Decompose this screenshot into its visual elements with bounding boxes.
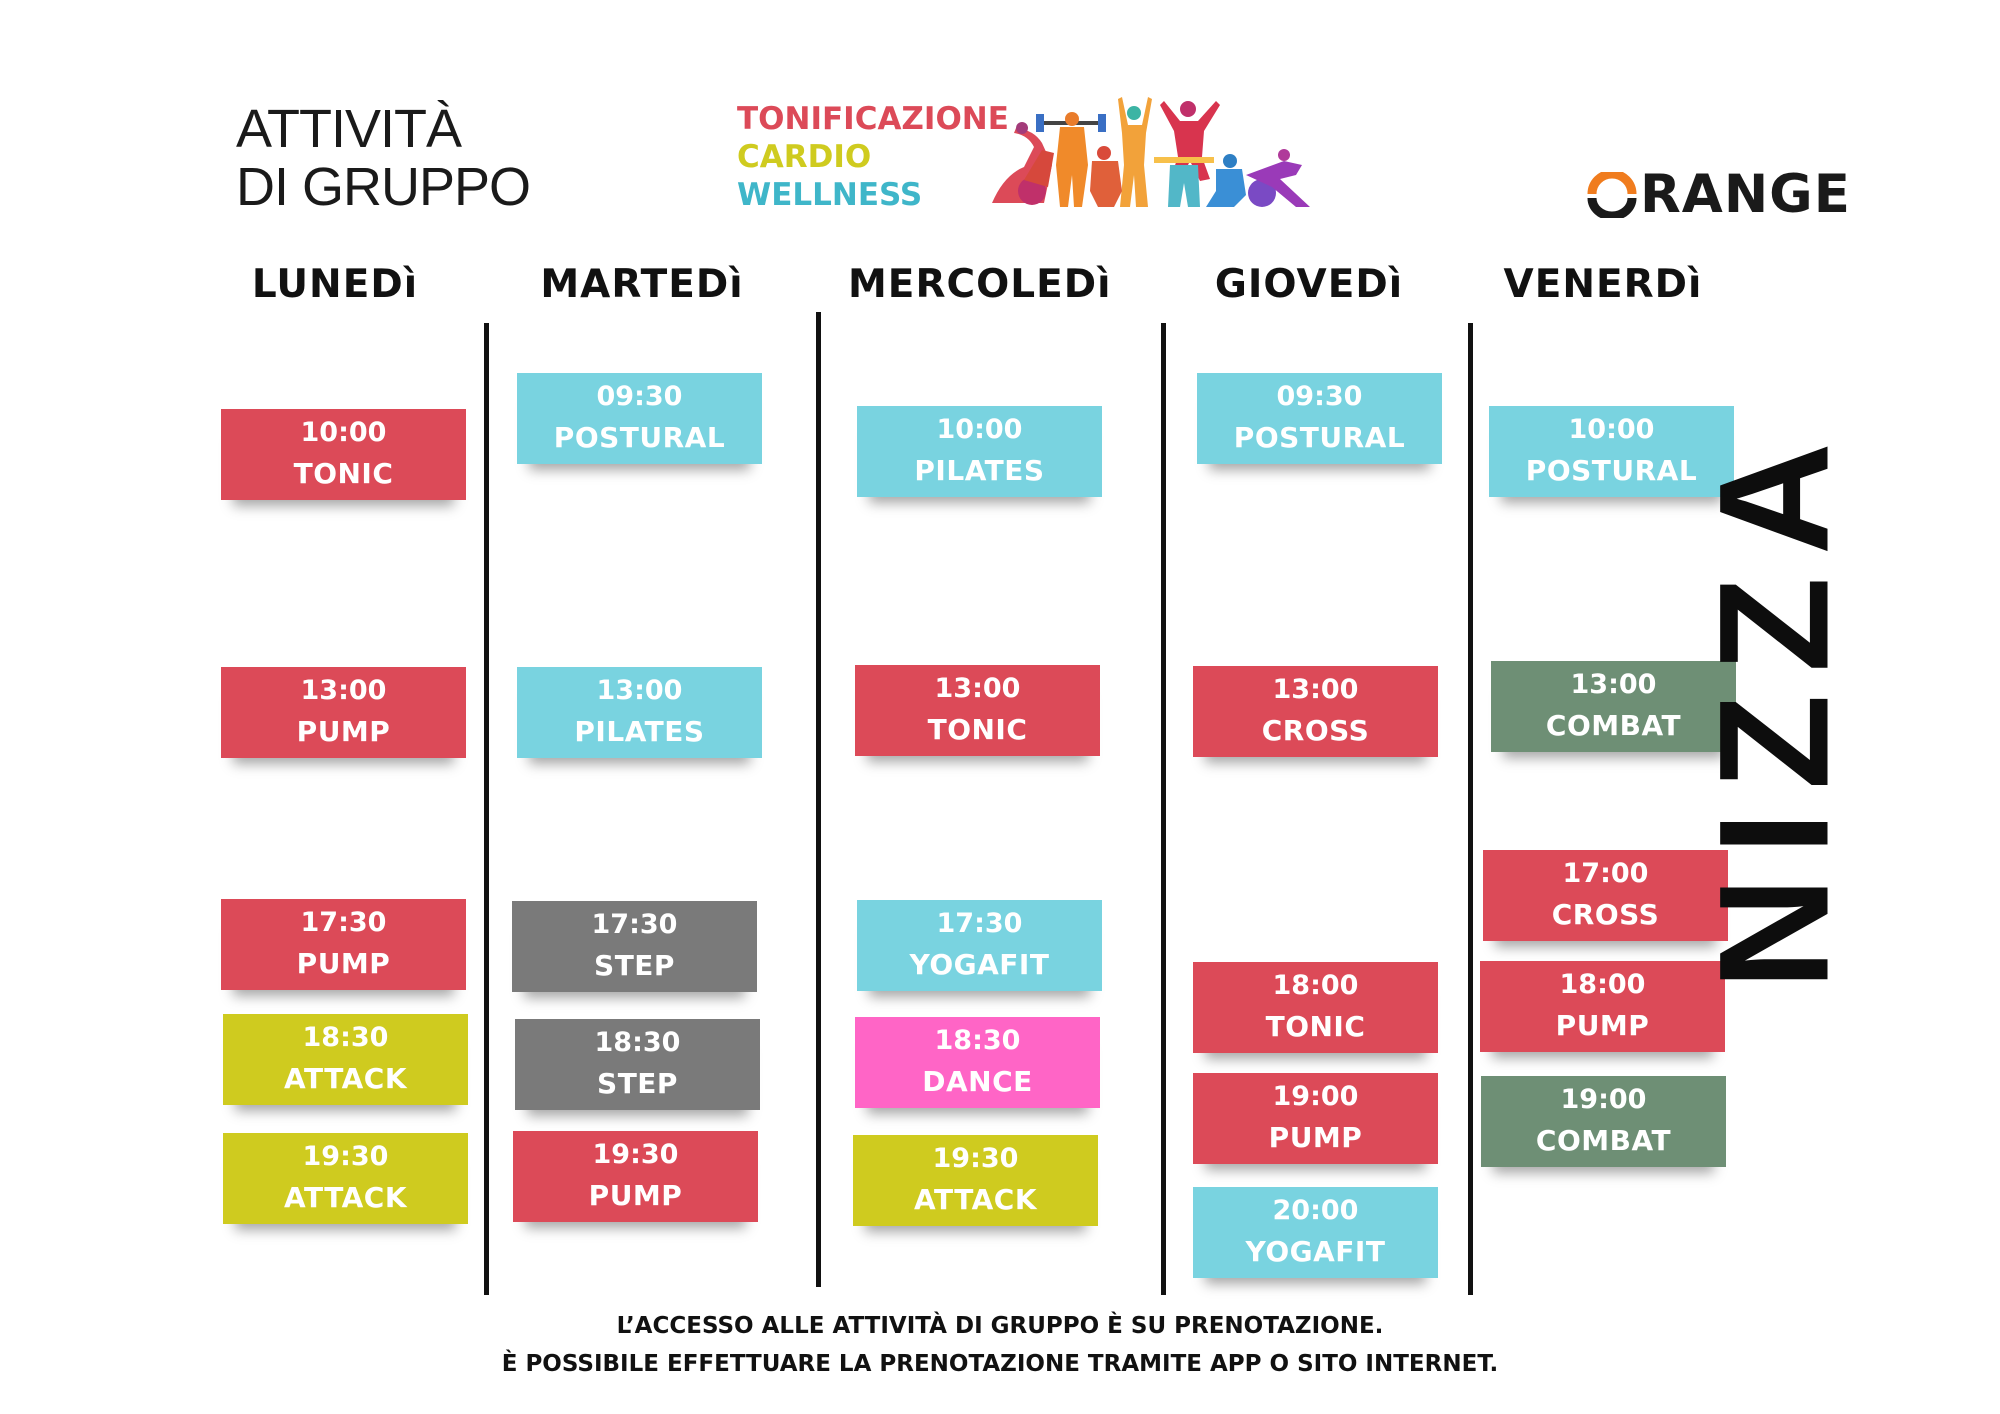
class-time: 18:30	[934, 1025, 1021, 1056]
class-time: 17:30	[591, 909, 678, 940]
class-name: ATTACK	[283, 1062, 408, 1095]
class-name: YOGAFIT	[1245, 1235, 1386, 1268]
class-name: COMBAT	[1535, 1124, 1672, 1157]
class-time: 09:30	[596, 381, 683, 412]
class-time: 13:00	[1570, 669, 1657, 700]
day-header-giovedi: GIOVEDì	[1214, 262, 1404, 307]
class-name: TONIC	[293, 457, 394, 490]
class-time: 13:00	[1272, 674, 1359, 705]
class-name: TONIC	[1265, 1010, 1366, 1043]
class-name: PUMP	[588, 1179, 683, 1212]
class-time: 18:00	[1559, 969, 1646, 1000]
footer-line-1: L’ACCESSO ALLE ATTIVITÀ DI GRUPPO È SU PRENOTAZIONE.	[616, 1313, 1384, 1339]
class-name: ATTACK	[283, 1181, 408, 1214]
day-header-mercoledi: MERCOLEDì	[848, 262, 1112, 307]
class-name: TONIC	[927, 713, 1028, 746]
category-legend	[737, 100, 1009, 214]
class-time: 19:00	[1560, 1084, 1647, 1115]
class-name: PILATES	[574, 715, 705, 748]
category-tonificazione: TONIFICAZIONE	[737, 101, 1009, 137]
class-time: 18:30	[594, 1027, 681, 1058]
category-wellness: WELLNESS	[737, 177, 923, 213]
athletes-silhouettes-icon	[984, 95, 1314, 210]
logo-o-icon	[1586, 172, 1638, 218]
class-card[interactable]	[223, 1133, 468, 1224]
class-time: 19:30	[932, 1143, 1019, 1174]
column-divider	[1161, 323, 1166, 1295]
class-name: PUMP	[296, 715, 391, 748]
class-name: POSTURAL	[553, 421, 726, 454]
class-time: 17:30	[936, 908, 1023, 939]
footer-line-2: È POSSIBILE EFFETTUARE LA PRENOTAZIONE TRAMITE APP O SITO INTERNET.	[501, 1351, 1499, 1377]
class-card[interactable]	[857, 900, 1102, 991]
day-header-lunedi: LUNEDì	[251, 262, 419, 307]
class-card[interactable]	[512, 901, 757, 992]
class-name: ATTACK	[913, 1183, 1038, 1216]
class-name: STEP	[597, 1067, 678, 1100]
class-card[interactable]	[221, 899, 466, 990]
class-time: 19:00	[1272, 1081, 1359, 1112]
class-time: 18:30	[302, 1022, 389, 1053]
class-name: PUMP	[1268, 1121, 1363, 1154]
page-title	[236, 100, 530, 216]
orange-logo	[1586, 164, 1851, 225]
class-card[interactable]	[1197, 373, 1442, 464]
class-name: PUMP	[296, 947, 391, 980]
class-time: 13:00	[300, 675, 387, 706]
class-time: 09:30	[1276, 381, 1363, 412]
class-card[interactable]	[1193, 1073, 1438, 1164]
class-name: STEP	[594, 949, 675, 982]
class-card[interactable]	[1481, 1076, 1726, 1167]
class-card[interactable]	[857, 406, 1102, 497]
class-name: DANCE	[922, 1065, 1033, 1098]
class-card[interactable]	[1193, 1187, 1438, 1278]
class-name: CROSS	[1261, 714, 1370, 747]
class-card[interactable]	[221, 409, 466, 500]
class-time: 17:30	[300, 907, 387, 938]
class-card[interactable]	[517, 667, 762, 758]
class-card[interactable]	[513, 1131, 758, 1222]
class-time: 17:00	[1562, 858, 1649, 889]
booking-notice	[0, 1307, 2000, 1383]
class-time: 19:30	[592, 1139, 679, 1170]
class-time: 18:00	[1272, 970, 1359, 1001]
class-time: 10:00	[1568, 414, 1655, 445]
class-card[interactable]	[1193, 962, 1438, 1053]
class-name: PUMP	[1555, 1009, 1650, 1042]
logo-text: RANGE	[1640, 164, 1851, 225]
class-name: COMBAT	[1545, 709, 1682, 742]
column-divider	[816, 312, 821, 1287]
class-time: 13:00	[934, 673, 1021, 704]
class-card[interactable]	[853, 1135, 1098, 1226]
class-card[interactable]	[855, 665, 1100, 756]
column-divider	[1468, 323, 1473, 1295]
class-time: 19:30	[302, 1141, 389, 1172]
class-card[interactable]	[221, 667, 466, 758]
class-time: 10:00	[300, 417, 387, 448]
class-name: YOGAFIT	[909, 948, 1050, 981]
title-line-2: DI GRUPPO	[236, 157, 531, 217]
location-label: NIZZA	[1687, 420, 1862, 990]
day-header-venerdi: VENERDì	[1503, 262, 1703, 307]
class-time: 10:00	[936, 414, 1023, 445]
class-name: PILATES	[914, 454, 1045, 487]
category-cardio: CARDIO	[737, 139, 872, 175]
class-card[interactable]	[517, 373, 762, 464]
class-time: 13:00	[596, 675, 683, 706]
class-time: 20:00	[1272, 1195, 1359, 1226]
class-card[interactable]	[223, 1014, 468, 1105]
day-header-martedi: MARTEDì	[540, 262, 744, 307]
class-card[interactable]	[1193, 666, 1438, 757]
column-divider	[484, 323, 489, 1295]
title-line-1: ATTIVITÀ	[236, 99, 462, 159]
class-name: CROSS	[1551, 898, 1660, 931]
class-name: POSTURAL	[1525, 454, 1698, 487]
class-card[interactable]	[515, 1019, 760, 1110]
class-name: POSTURAL	[1233, 421, 1406, 454]
class-card[interactable]	[855, 1017, 1100, 1108]
